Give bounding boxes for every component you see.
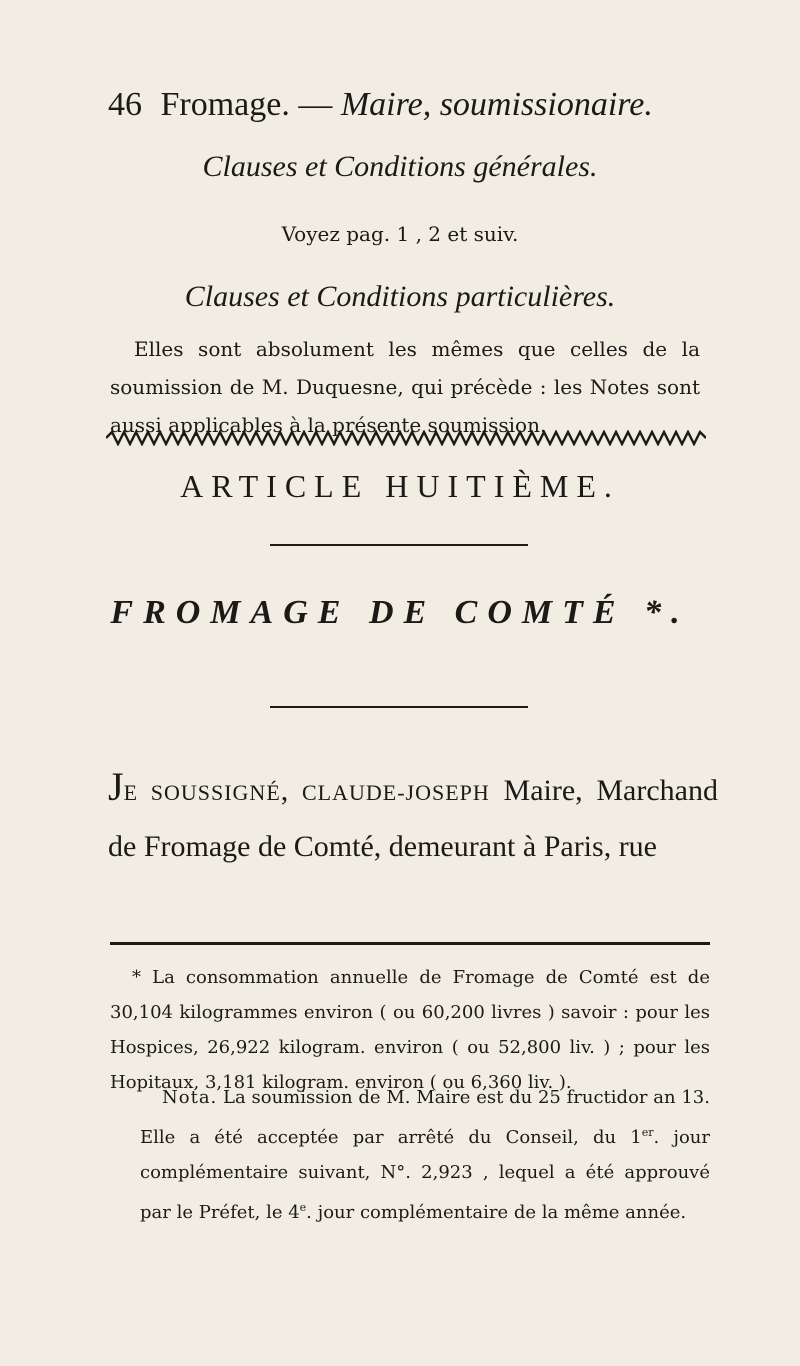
rule-short-upper xyxy=(270,544,528,546)
nota-text-2: . jour complémentaire suivant, N°. 2,923 , lequel a été approuvé par le Préfet, le 4 xyxy=(140,1127,711,1223)
clauses-particulieres-text: Elles sont absolument les mêmes que celles de la soumission de M. Duquesne, qui précède : les Notes sont aussi applicables à la présente soumission. xyxy=(110,337,700,437)
soussigne-smallcaps: E SOUSSIGNÉ xyxy=(123,780,281,805)
footnote-marker: * xyxy=(132,967,141,988)
running-head xyxy=(108,86,728,124)
opening-separator: , xyxy=(280,774,302,807)
nota-text-1: La soumission de M. Maire est du 25 fructidor an 13. Elle a été acceptée par arrêté du Conseil, du 1 xyxy=(140,1087,710,1148)
opening-rest: , Marchand de Fromage de Comté, demeurant à Paris, rue xyxy=(108,774,718,863)
page-number: 46 xyxy=(108,86,142,123)
firstname-smallcaps: CLAUDE-JOSEPH xyxy=(302,780,490,805)
page-reference: Voyez pag. 1 , 2 et suiv. xyxy=(281,222,519,246)
footnote-text: La consommation annuelle de Fromage de Comté est de 30,104 kilogrammes environ ( ou 60,200 livres ) savoir : pour les Hospices, 26,922 kilogram. environ ( ou 52,800 liv. ) ; pour les Hopitaux, 3,181 kilogram. environ ( ou 6,360 liv. ). xyxy=(110,967,710,1093)
running-head-subject: Maire, soumissionaire. xyxy=(340,86,653,123)
rule-short-lower xyxy=(270,706,528,708)
opening-paragraph xyxy=(108,760,718,874)
nota-label: Nota. xyxy=(162,1087,218,1108)
nota-sup-2: e xyxy=(299,1201,307,1214)
nota-text-3: . jour complémentaire de la même année. xyxy=(306,1202,687,1223)
nota-block xyxy=(140,1080,710,1230)
clauses-particulieres-title: Clauses et Conditions particulières. xyxy=(184,280,616,313)
ornamental-divider xyxy=(106,430,706,446)
clauses-generales-title: Clauses et Conditions générales. xyxy=(202,150,598,183)
surname: Maire xyxy=(489,774,576,807)
drop-cap: J xyxy=(108,764,124,809)
footnote-rule xyxy=(110,942,710,945)
article-title: ARTICLE HUITIÈME. xyxy=(180,468,620,504)
nota-sup-1: er xyxy=(641,1126,654,1139)
article-heading: FROMAGE DE COMTÉ *. xyxy=(110,594,690,631)
footnote xyxy=(110,960,710,1100)
running-head-section: Fromage. — xyxy=(160,86,333,123)
